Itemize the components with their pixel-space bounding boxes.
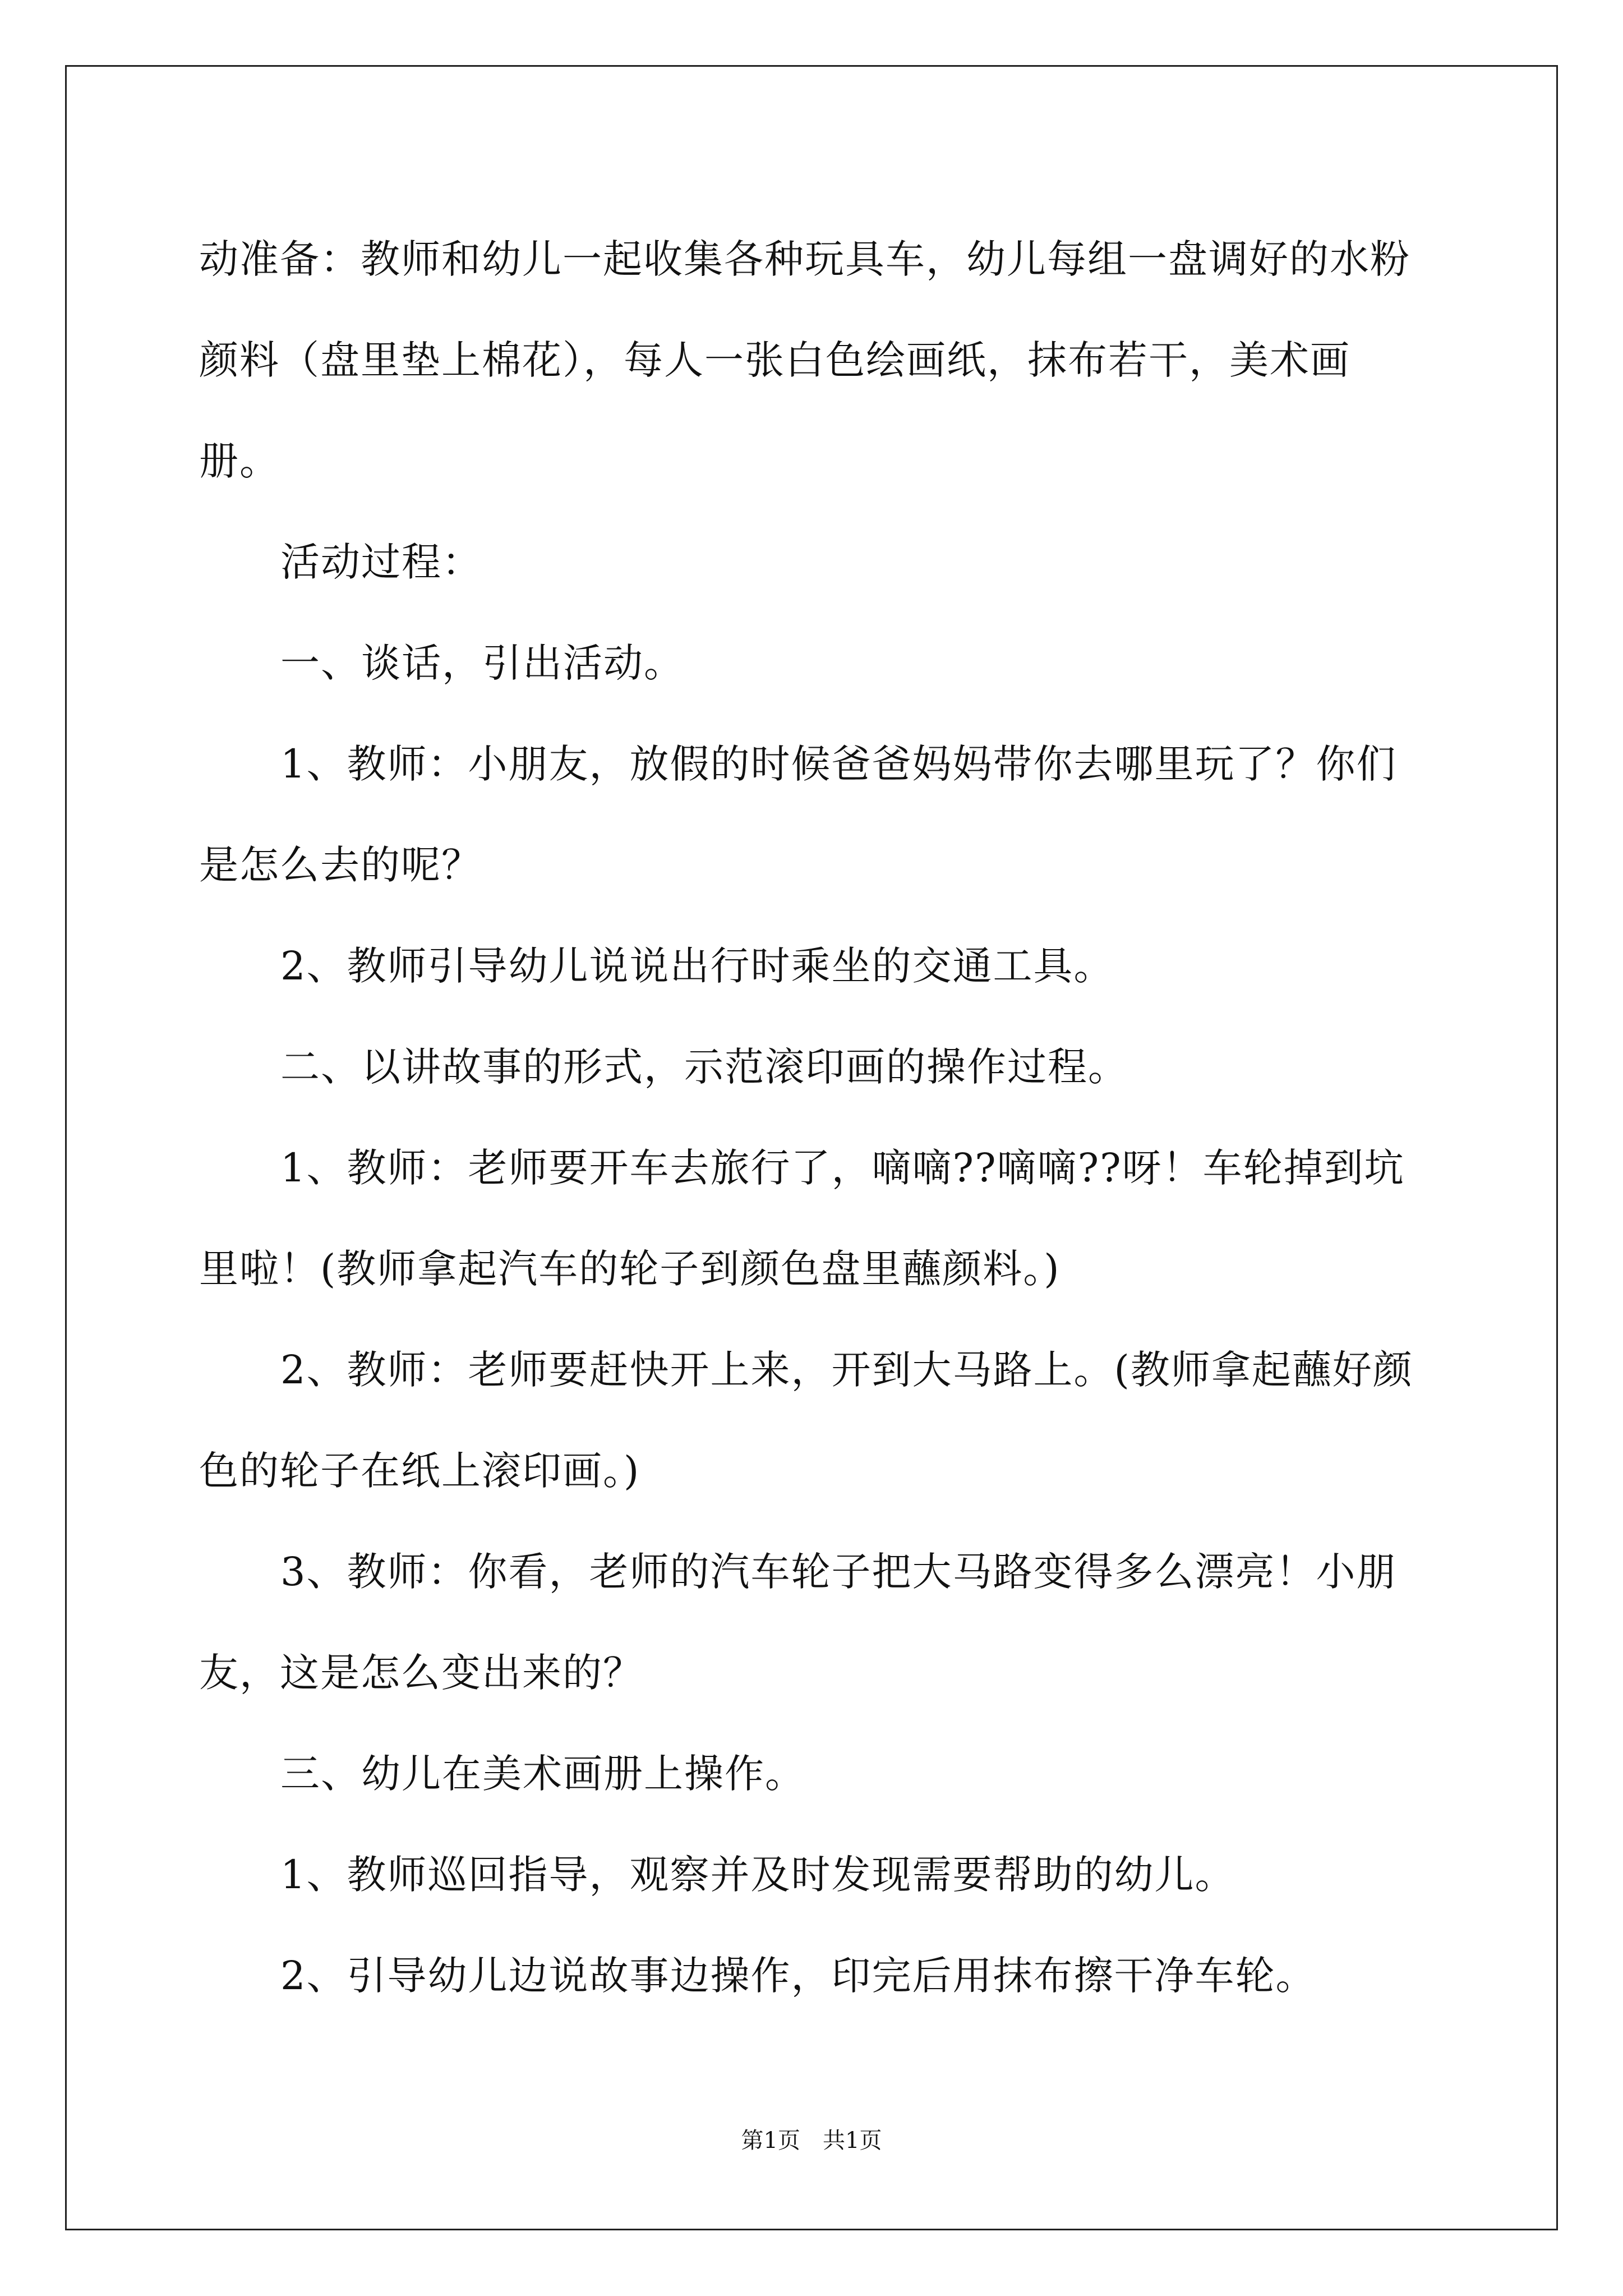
page-number-footer: 第1页 共1页 [741,2128,882,2154]
paragraph-section-one: 一、谈话，引出活动。 [280,640,684,686]
paragraph-step-3-2: 2、引导幼儿边说故事边操作，印完后用抹布擦干净车轮。 [280,1953,1316,1999]
paragraph-section-two: 二、以讲故事的形式，示范滚印画的操作过程。 [280,1044,1128,1090]
paragraph-step-3-1: 1、教师巡回指导，观察并及时发现需要帮助的幼儿。 [280,1852,1235,1898]
paragraph-step-1-2: 2、教师引导幼儿说说出行时乘坐的交通工具。 [280,943,1114,989]
paragraph-section-three: 三、幼儿在美术画册上操作。 [280,1751,805,1797]
paragraph-process-heading: 活动过程： [280,539,482,585]
paragraph-step-2-2: 2、教师：老师要赶快开上来，开到大马路上。(教师拿起蘸好颜色的轮子在纸上滚印画。) [199,1347,1413,1494]
paragraph-materials: 动准备：教师和幼儿一起收集各种玩具车，幼儿每组一盘调好的水粉颜料（盘里垫上棉花），每人一张白色绘画纸，抹布若干，美术画册。 [199,236,1410,484]
document-body [199,209,1427,2026]
paragraph-step-2-3: 3、教师：你看，老师的汽车轮子把大马路变得多么漂亮！小朋友，这是怎么变出来的？ [199,1549,1397,1696]
paragraph-step-1-1: 1、教师：小朋友，放假的时候爸爸妈妈带你去哪里玩了？你们是怎么去的呢？ [199,741,1397,888]
paragraph-step-2-1: 1、教师：老师要开车去旅行了，嘀嘀??嘀嘀??呀！车轮掉到坑里啦！(教师拿起汽车的轮子到颜色盘里蘸颜料。) [199,1145,1405,1292]
